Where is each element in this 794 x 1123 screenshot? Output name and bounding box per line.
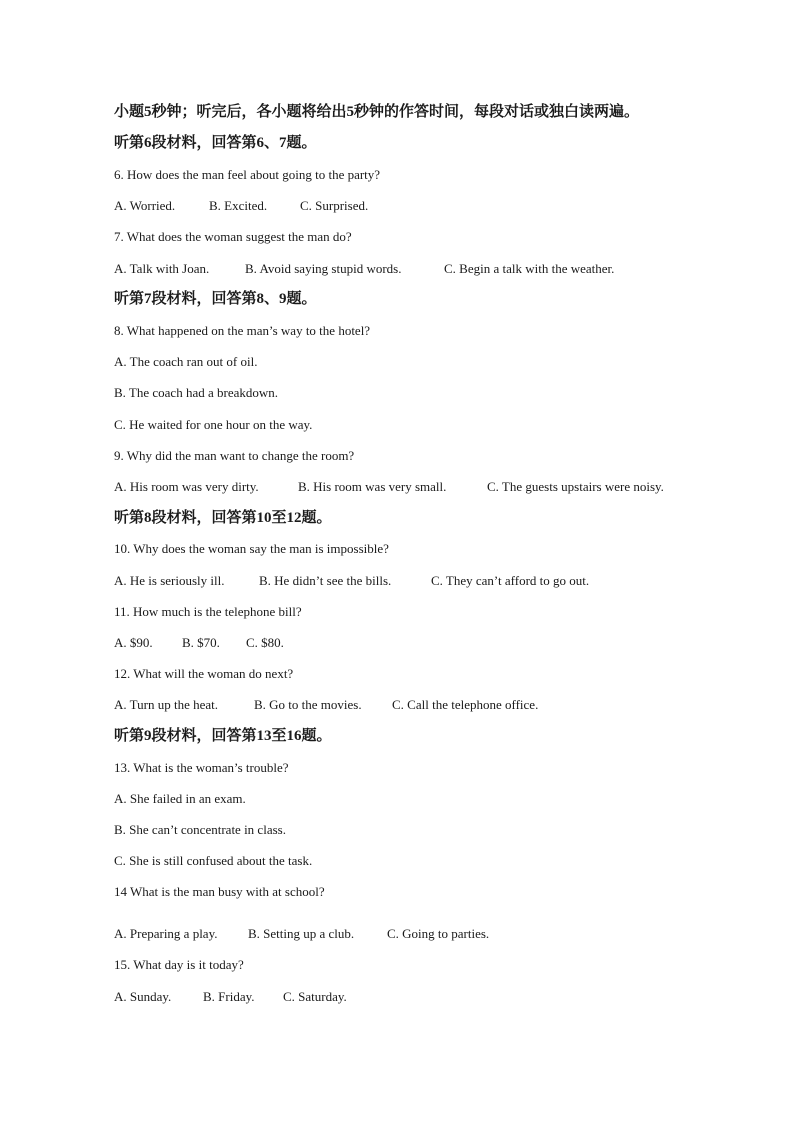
question-14: 14 What is the man busy with at school? <box>114 884 325 899</box>
question-13-option-b: B. She can’t concentrate in class. <box>114 822 286 837</box>
section-heading: 听第6段材料，回答第6、7题。 <box>114 135 317 151</box>
question-8-option-b: B. The coach had a breakdown. <box>114 385 279 400</box>
question-9: 9. Why did the man want to change the room? <box>114 448 355 463</box>
option-b: B. $70. <box>182 635 220 650</box>
question-7: 7. What does the woman suggest the man do? <box>114 229 352 244</box>
question-11: 11. How much is the telephone bill? <box>114 604 302 619</box>
instructions-text: 小题5秒钟；听完后，各小题将给出5秒钟的作答时间，每段对话或独白读两遍。 <box>114 104 640 120</box>
option-b: B. Excited. <box>209 198 268 213</box>
option-a: A. Talk with Joan. <box>114 261 210 276</box>
option-a: A. $90. <box>114 635 153 650</box>
section-heading: 听第7段材料，回答第8、9题。 <box>114 291 317 307</box>
option-c: C. The guests upstairs were noisy. <box>487 479 664 494</box>
question-10-options <box>114 573 589 589</box>
section-heading: 听第9段材料，回答第13至16题。 <box>114 728 332 744</box>
question-9-options <box>114 479 664 495</box>
question-13-option-a: A. She failed in an exam. <box>114 791 246 806</box>
option-a: A. Preparing a play. <box>114 926 218 941</box>
option-a: A. Worried. <box>114 198 176 213</box>
option-b: B. Go to the movies. <box>254 697 362 712</box>
question-10: 10. Why does the woman say the man is impossible? <box>114 541 389 556</box>
option-a: A. His room was very dirty. <box>114 479 259 494</box>
option-c: C. Surprised. <box>300 198 369 213</box>
option-a: A. Sunday. <box>114 989 172 1004</box>
question-13: 13. What is the woman’s trouble? <box>114 760 289 775</box>
option-b: B. Setting up a club. <box>248 926 355 941</box>
option-c: C. $80. <box>246 635 284 650</box>
option-b: B. Friday. <box>203 989 255 1004</box>
question-11-options <box>114 635 284 651</box>
question-6-options <box>114 198 368 214</box>
question-13-option-c: C. She is still confused about the task. <box>114 853 313 868</box>
option-c: C. They can’t afford to go out. <box>431 573 590 588</box>
question-14-options <box>114 926 489 942</box>
option-c: C. Call the telephone office. <box>392 697 539 712</box>
option-a: A. He is seriously ill. <box>114 573 225 588</box>
option-b: B. He didn’t see the bills. <box>259 573 392 588</box>
question-15: 15. What day is it today? <box>114 957 244 972</box>
question-8-option-c: C. He waited for one hour on the way. <box>114 417 313 432</box>
option-c: C. Going to parties. <box>387 926 490 941</box>
question-15-options <box>114 989 347 1005</box>
question-12-options <box>114 697 538 713</box>
question-7-options <box>114 261 614 277</box>
question-8: 8. What happened on the man’s way to the hotel? <box>114 323 371 338</box>
question-12: 12. What will the woman do next? <box>114 666 294 681</box>
section-heading: 听第8段材料，回答第10至12题。 <box>114 510 332 526</box>
option-a: A. Turn up the heat. <box>114 697 218 712</box>
question-8-option-a: A. The coach ran out of oil. <box>114 354 258 369</box>
question-6: 6. How does the man feel about going to the party? <box>114 167 381 182</box>
option-c: C. Begin a talk with the weather. <box>444 261 615 276</box>
option-b: B. Avoid saying stupid words. <box>245 261 402 276</box>
option-c: C. Saturday. <box>283 989 347 1004</box>
option-b: B. His room was very small. <box>298 479 447 494</box>
